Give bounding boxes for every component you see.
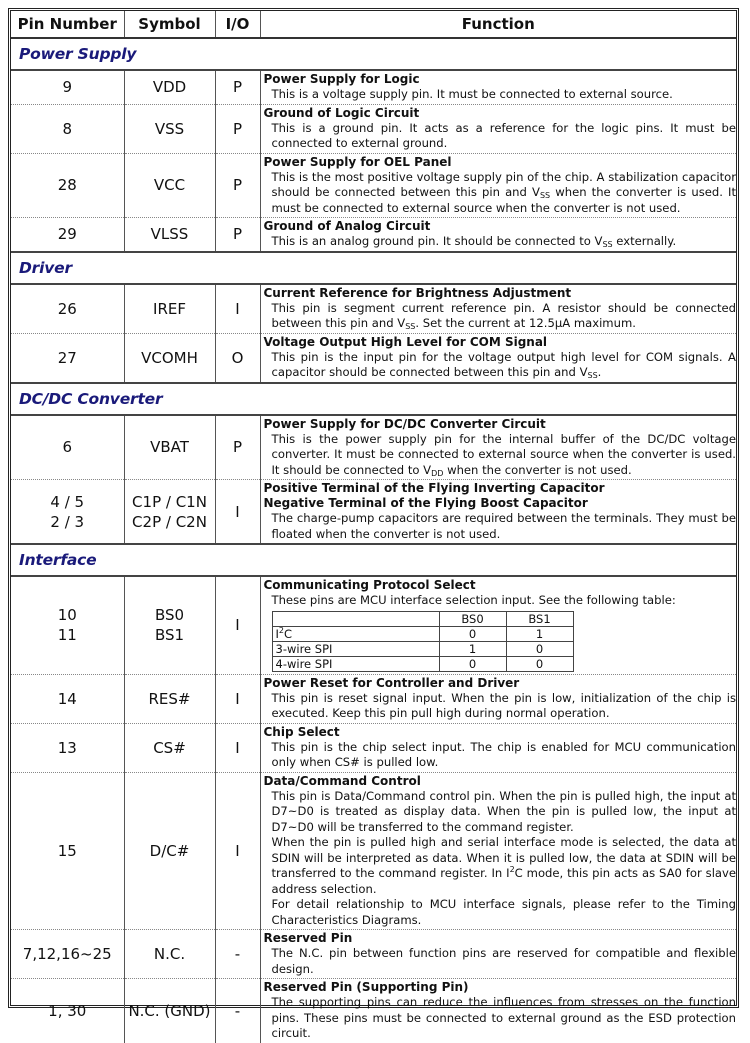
subscript: SS xyxy=(405,322,416,331)
pin-number: 9 xyxy=(11,70,124,104)
function-description: This is a voltage supply pin. It must be connected to external source. xyxy=(271,87,673,101)
pin-symbol: N.C. xyxy=(124,930,215,979)
table-row xyxy=(11,218,736,252)
pin-symbol: VDD xyxy=(124,70,215,104)
section-title: Driver xyxy=(11,252,736,284)
pin-number-line: 2 / 3 xyxy=(50,512,85,531)
bs-header-bs1: BS1 xyxy=(506,611,573,626)
pin-description-table xyxy=(11,11,736,1043)
pin-symbol: VCC xyxy=(124,153,215,218)
bs1-value: 0 xyxy=(506,641,573,656)
bs1-value: 0 xyxy=(506,656,573,671)
pin-function xyxy=(260,415,736,480)
table-row xyxy=(11,772,736,930)
bs-mode-label: 4-wire SPI xyxy=(272,656,439,671)
table-row xyxy=(11,723,736,772)
pin-symbol: D/C# xyxy=(124,772,215,930)
pin-io: I xyxy=(215,576,260,674)
function-description xyxy=(264,234,737,250)
pin-function xyxy=(260,70,736,104)
bs0-value: 1 xyxy=(439,641,506,656)
table-row xyxy=(11,153,736,218)
function-description: The charge-pump capacitors are required between the terminals. They must be floated when the converter is not used. xyxy=(271,511,736,541)
pin-number: 14 xyxy=(11,674,124,723)
function-title: Power Supply for Logic xyxy=(263,72,420,86)
pin-function xyxy=(260,104,736,153)
table-row xyxy=(11,70,736,104)
section-interface xyxy=(11,544,736,576)
pin-number: 26 xyxy=(11,284,124,334)
desc-text: C mode, this pin acts as SA0 for slave address selection. xyxy=(271,866,736,896)
function-description: The N.C. pin between function pins are reserved for compatible and flexible design. xyxy=(271,946,736,976)
pin-number xyxy=(11,576,124,674)
pin-io: O xyxy=(215,333,260,383)
pin-number-line: 11 xyxy=(57,626,77,645)
section-power-supply xyxy=(11,38,736,70)
pin-io: I xyxy=(215,723,260,772)
section-driver xyxy=(11,252,736,284)
function-description xyxy=(264,789,737,929)
pin-io: P xyxy=(215,70,260,104)
subscript: SS xyxy=(587,371,598,380)
section-title: Interface xyxy=(11,544,736,576)
table-row xyxy=(11,480,736,545)
function-title: Reserved Pin (Supporting Pin) xyxy=(263,980,469,994)
bs-mode-label: 3-wire SPI xyxy=(272,641,439,656)
bs-row xyxy=(272,641,573,656)
table-row xyxy=(11,576,736,674)
pin-number: 7,12,16~25 xyxy=(11,930,124,979)
bs-row xyxy=(272,626,573,641)
header-function: Function xyxy=(260,11,736,38)
pin-number: 13 xyxy=(11,723,124,772)
pin-function xyxy=(260,218,736,252)
bs-mode-label xyxy=(272,626,439,641)
function-title: Power Supply for DC/DC Converter Circuit xyxy=(263,416,546,431)
pin-symbol-line: C2P / C2N xyxy=(132,512,207,531)
mode-text: I xyxy=(275,626,279,641)
section-dc-dc-converter xyxy=(11,383,736,415)
desc-text: This pin is segment current reference pin. A resistor should be connected between this pin and V xyxy=(271,300,736,330)
pin-number: 29 xyxy=(11,218,124,252)
function-title: Ground of Analog Circuit xyxy=(263,219,431,233)
bs-selection-table xyxy=(272,611,574,672)
pin-number: 15 xyxy=(11,772,124,930)
function-title: Ground of Logic Circuit xyxy=(263,105,420,120)
pin-io: P xyxy=(215,415,260,480)
desc-text: when the converter is used. It must be connected to external source when the converter is not used. xyxy=(271,185,736,215)
pin-function xyxy=(260,480,736,545)
bs-header-bs0: BS0 xyxy=(439,611,506,626)
pin-function xyxy=(260,930,736,979)
pin-io: P xyxy=(215,218,260,252)
desc-paragraph: This pin is Data/Command control pin. When the pin is pulled high, the input at D7~D0 is treated as display data. When the pin is pulled low, the input at D7~D0 will be transferred to the command register. xyxy=(271,788,736,834)
pin-function xyxy=(260,153,736,218)
pin-symbol: IREF xyxy=(124,284,215,334)
subscript: DD xyxy=(431,468,444,478)
mode-text: C xyxy=(284,626,293,641)
function-description xyxy=(264,170,737,217)
bs-row xyxy=(272,656,573,671)
pin-symbol: CS# xyxy=(124,723,215,772)
desc-text: This pin is the input pin for the voltage output high level for COM signals. A capacitor should be connected between this pin and V xyxy=(271,349,736,379)
function-title: Data/Command Control xyxy=(263,773,421,788)
pin-function xyxy=(260,674,736,723)
pin-symbol-line: BS1 xyxy=(154,626,185,645)
desc-text: externally. xyxy=(612,234,677,248)
desc-text: . Set the current at 12.5μA maximum. xyxy=(415,316,636,330)
table-row xyxy=(11,333,736,383)
pin-function xyxy=(260,723,736,772)
bs1-value: 1 xyxy=(506,626,573,641)
pin-io: - xyxy=(215,979,260,1043)
pin-io: P xyxy=(215,104,260,153)
pin-symbol: N.C. (GND) xyxy=(124,979,215,1043)
pin-symbol: VLSS xyxy=(124,218,215,252)
bs-header-row xyxy=(272,611,573,626)
header-io: I/O xyxy=(215,11,260,38)
pin-function xyxy=(260,576,736,674)
bs-header-blank xyxy=(272,611,439,626)
pin-symbol: VSS xyxy=(124,104,215,153)
bs0-value: 0 xyxy=(439,656,506,671)
function-title: Voltage Output High Level for COM Signal xyxy=(263,334,548,349)
pin-number: 27 xyxy=(11,333,124,383)
function-title: Reserved Pin xyxy=(263,931,353,945)
pin-function xyxy=(260,284,736,334)
subscript: SS xyxy=(539,191,551,200)
header-pin-number: Pin Number xyxy=(11,11,124,38)
table-row xyxy=(11,674,736,723)
function-description xyxy=(264,432,737,479)
desc-text: This is the power supply pin for the internal buffer of the DC/DC voltage converter. It must be connected to external source when the converter is used. It should be connected to V xyxy=(271,431,736,477)
function-title: Power Reset for Controller and Driver xyxy=(263,675,520,690)
pin-io: - xyxy=(215,930,260,979)
pin-io: I xyxy=(215,480,260,545)
pin-number: 6 xyxy=(11,415,124,480)
function-description: The supporting pins can reduce the influences from stresses on the function pins. These pins must be connected to external ground as the ESD protection circuit. xyxy=(271,995,736,1040)
table-row xyxy=(11,930,736,979)
section-title: Power Supply xyxy=(11,38,736,70)
pin-number-line: 4 / 5 xyxy=(50,492,85,511)
pin-io: I xyxy=(215,674,260,723)
pin-symbol: RES# xyxy=(124,674,215,723)
table-row xyxy=(11,104,736,153)
section-title: DC/DC Converter xyxy=(11,383,736,415)
function-title: Chip Select xyxy=(263,724,340,739)
superscript: 2 xyxy=(278,625,284,635)
function-description: This is a ground pin. It acts as a reference for the logic pins. It must be connected to external ground. xyxy=(271,120,736,150)
pin-io: I xyxy=(215,772,260,930)
pin-io: I xyxy=(215,284,260,334)
function-title: Current Reference for Brightness Adjustment xyxy=(263,285,572,300)
desc-text: This is the most positive voltage supply pin of the chip. A stabilization capacitor should be connected between this pin and V xyxy=(271,169,736,199)
table-row xyxy=(11,979,736,1043)
pin-function xyxy=(260,772,736,930)
table-row xyxy=(11,415,736,480)
function-description xyxy=(264,301,737,332)
function-description: This pin is reset signal input. When the pin is low, initialization of the chip is executed. Keep this pin pull high during normal operation. xyxy=(271,690,736,720)
function-title: Power Supply for OEL Panel xyxy=(263,154,452,169)
pin-symbol xyxy=(124,480,215,545)
pin-function xyxy=(260,979,736,1043)
function-description: This pin is the chip select input. The chip is enabled for MCU communication only when CS# is pulled low. xyxy=(271,739,736,769)
desc-text: when the converter is not used. xyxy=(443,462,632,477)
desc-paragraph: For detail relationship to MCU interface signals, please refer to the Timing Characteristics Diagrams. xyxy=(271,897,736,927)
superscript: 2 xyxy=(509,865,515,874)
desc-text: When the pin is pulled high and serial interface mode is selected, the data at SDIN will be interpreted as data. When it is pulled low, the data at SDIN will be transferred to the command register. In I xyxy=(271,835,736,880)
desc-text: This is an analog ground pin. It should be connected to V xyxy=(271,234,603,248)
function-description xyxy=(264,350,737,381)
desc-paragraph xyxy=(272,835,737,897)
desc-text: . xyxy=(597,365,602,379)
header-row xyxy=(11,11,736,38)
header-symbol: Symbol xyxy=(124,11,215,38)
pin-symbol-line: BS0 xyxy=(154,606,185,625)
pin-symbol: VBAT xyxy=(124,415,215,480)
pin-number: 28 xyxy=(11,153,124,218)
pin-symbol: VCOMH xyxy=(124,333,215,383)
pin-symbol xyxy=(124,576,215,674)
pin-number: 1, 30 xyxy=(11,979,124,1043)
pin-io: P xyxy=(215,153,260,218)
subscript: SS xyxy=(602,240,613,249)
table-row xyxy=(11,284,736,334)
pin-function xyxy=(260,333,736,383)
function-description: These pins are MCU interface selection input. See the following table: xyxy=(271,593,676,607)
pin-number: 8 xyxy=(11,104,124,153)
function-title: Communicating Protocol Select xyxy=(263,578,476,592)
pin-symbol-line: C1P / C1N xyxy=(132,492,207,511)
pin-number-line: 10 xyxy=(57,606,77,625)
function-title: Negative Terminal of the Flying Boost Capacitor xyxy=(263,496,588,510)
bs0-value: 0 xyxy=(439,626,506,641)
pin-number xyxy=(11,480,124,545)
function-title: Positive Terminal of the Flying Inverting Capacitor xyxy=(263,481,605,495)
